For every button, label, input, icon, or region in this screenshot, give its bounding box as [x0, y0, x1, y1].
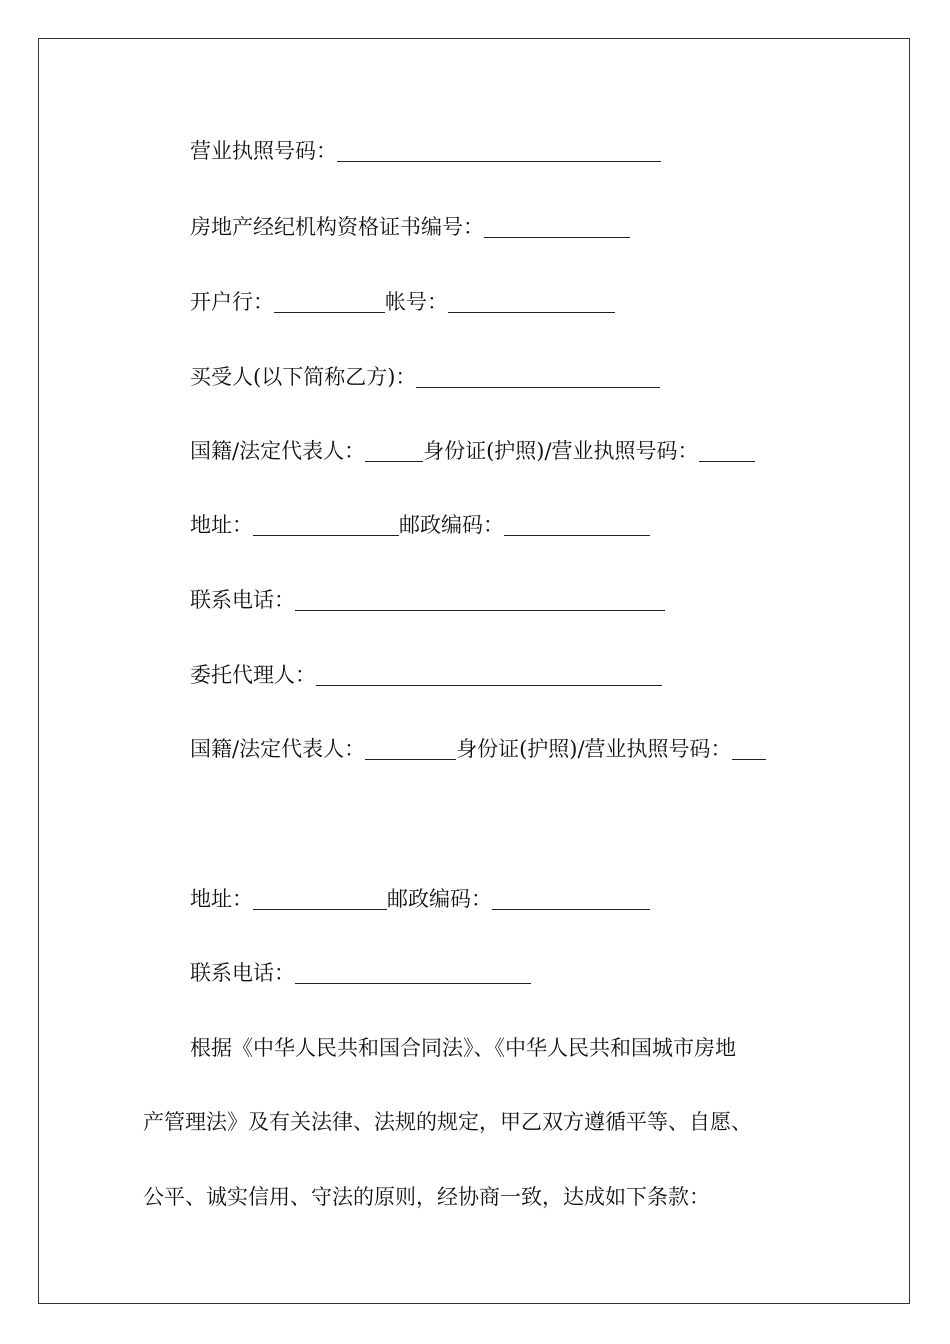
- buyer-nationality-blank[interactable]: [365, 441, 423, 462]
- paragraph-line-3: 公平、诚实信用、守法的原则，经协商一致，达成如下条款：: [143, 1185, 710, 1209]
- buyer-nationality-line: [190, 437, 755, 465]
- agency-certificate-label: 房地产经纪机构资格证书编号：: [190, 215, 484, 239]
- buyer-address-label: 地址：: [190, 513, 253, 537]
- bank-account-line: [190, 288, 615, 316]
- buyer-phone-blank[interactable]: [295, 590, 665, 611]
- buyer-label: 买受人(以下简称乙方)：: [190, 365, 417, 389]
- agency-certificate-blank[interactable]: [484, 217, 630, 238]
- buyer-nationality-label: 国籍/法定代表人：: [190, 439, 366, 463]
- agent-line: [190, 661, 662, 689]
- buyer-phone-label: 联系电话：: [190, 588, 295, 612]
- agent-postcode-blank[interactable]: [492, 889, 650, 910]
- business-license-blank[interactable]: [337, 141, 661, 162]
- agency-certificate-line: [190, 213, 630, 241]
- account-blank[interactable]: [448, 292, 615, 313]
- paragraph-line-1: 根据《中华人民共和国合同法》、《中华人民共和国城市房地: [190, 1036, 736, 1060]
- agent-phone-label: 联系电话：: [190, 961, 295, 985]
- bank-label: 开户行：: [190, 290, 274, 314]
- buyer-line: [190, 363, 660, 391]
- agent-address-label: 地址：: [190, 887, 253, 911]
- buyer-address-blank[interactable]: [253, 515, 399, 536]
- buyer-blank[interactable]: [416, 367, 660, 388]
- agent-nationality-line: [190, 735, 766, 763]
- bank-blank[interactable]: [274, 292, 385, 313]
- agent-address-line: [190, 885, 650, 913]
- agent-phone-blank[interactable]: [295, 963, 531, 984]
- agent-id-label: 身份证(护照)/营业执照号码：: [456, 737, 732, 761]
- buyer-id-label: 身份证(护照)/营业执照号码：: [423, 439, 699, 463]
- buyer-postcode-blank[interactable]: [504, 515, 650, 536]
- business-license-label: 营业执照号码：: [190, 139, 337, 163]
- agent-id-blank[interactable]: [732, 739, 766, 760]
- agent-blank[interactable]: [316, 665, 662, 686]
- agent-nationality-label: 国籍/法定代表人：: [190, 737, 366, 761]
- business-license-line: [190, 137, 661, 165]
- buyer-id-blank[interactable]: [699, 441, 755, 462]
- paragraph-line-2: 产管理法》及有关法律、法规的规定，甲乙双方遵循平等、自愿、: [143, 1110, 752, 1134]
- buyer-phone-line: [190, 586, 665, 614]
- account-label: 帐号：: [385, 290, 448, 314]
- agent-phone-line: [190, 959, 531, 987]
- buyer-address-line: [190, 511, 650, 539]
- agent-address-blank[interactable]: [253, 889, 387, 910]
- agent-nationality-blank[interactable]: [365, 739, 456, 760]
- buyer-postcode-label: 邮政编码：: [399, 513, 504, 537]
- agent-label: 委托代理人：: [190, 663, 316, 687]
- agent-postcode-label: 邮政编码：: [387, 887, 492, 911]
